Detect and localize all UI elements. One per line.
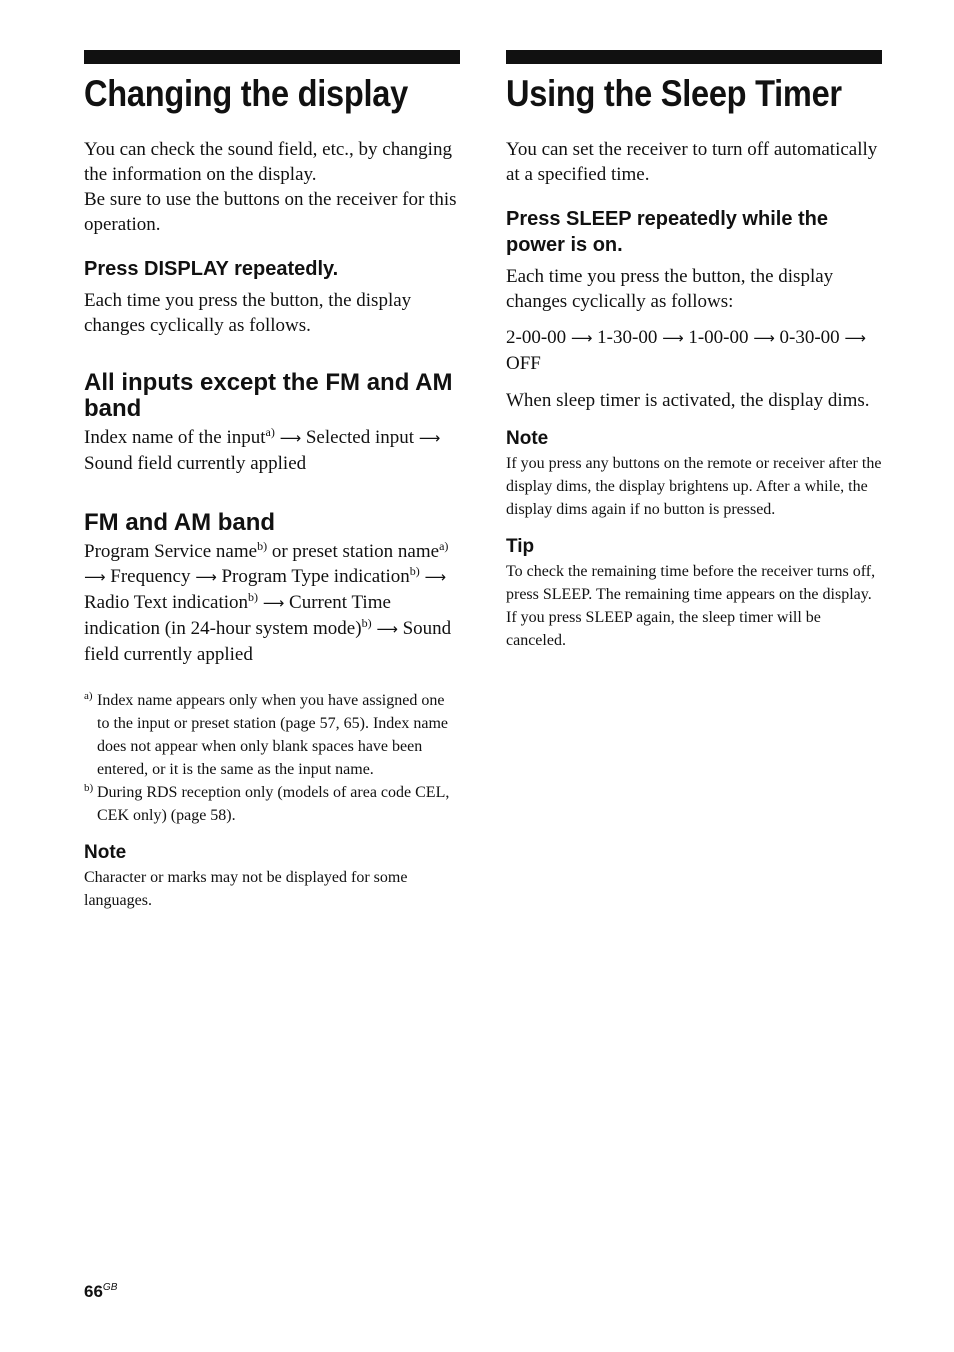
right-arrow-icon: ⟶ — [753, 329, 775, 347]
heading-rule — [84, 50, 460, 64]
page-title-sleep-timer: Using the Sleep Timer — [506, 73, 842, 114]
right-arrow-icon: ⟶ — [195, 568, 217, 586]
note-text: If you press any buttons on the remote or receiver after the display dims, the display brightens up. After a while, the display dims again if no button is pressed. — [506, 455, 882, 518]
footnote-b: b) During RDS reception only (models of area code CEL, CEK only) (page 58). — [84, 782, 450, 824]
intro-text: You can check the sound field, etc., by changing the information on the display. Be sure to use the buttons on the receiver for this operation. — [84, 139, 457, 235]
step-instruction: Press DISPLAY repeatedly. — [84, 258, 339, 280]
section-heading-fm-am: FM and AM band — [84, 509, 276, 536]
right-arrow-icon: ⟶ — [424, 568, 447, 586]
page-number: $66^{GB}$ — [84, 1282, 118, 1301]
left-column — [84, 50, 460, 912]
right-arrow-icon: ⟶ — [84, 568, 106, 586]
region-code: GB — [102, 1282, 118, 1293]
section-heading-all-inputs: All inputs except the FM and AM band — [84, 369, 453, 422]
right-arrow-icon: ⟶ — [844, 329, 866, 347]
right-arrow-icon: ⟶ — [376, 620, 398, 638]
step-description: Each time you press the button, the display changes cyclically as follows. — [84, 290, 412, 336]
right-arrow-icon: ⟶ — [262, 594, 285, 612]
cycle-sequence-all-inputs: Index name of the input$^{a)}$ ⟶ Selected input ⟶ Sound field currently applied — [84, 424, 441, 474]
note-text: Character or marks may not be displayed for some languages. — [84, 869, 408, 909]
step-description: Each time you press the button, the display changes cyclically as follows: — [506, 266, 834, 312]
intro-text: You can set the receiver to turn off automatically at a specified time. — [506, 139, 878, 185]
tip-label: Tip — [506, 536, 535, 557]
right-arrow-icon: ⟶ — [570, 329, 593, 347]
sleep-sequence: 2-00-00 ⟶ 1-30-00 ⟶ 1-00-00 ⟶ 0-30-00 ⟶ OFF — [506, 327, 866, 374]
tip-text: To check the remaining time before the receiver turns off, press SLEEP. The remaining time appears on the display. If you press SLEEP again, the sleep timer will be canceled. — [506, 563, 876, 649]
footnotes — [84, 689, 460, 827]
footnote-a: a) Index name appears only when you have assigned one to the input or preset station (page 57, 65). Index name does not appear when only blank spaces have been entered, or it is the same as the input name. — [84, 690, 449, 778]
step-instruction: Press SLEEP repeatedly while the power is on. — [506, 208, 828, 256]
after-text: When sleep timer is activated, the display dims. — [506, 390, 870, 411]
right-column — [506, 50, 882, 652]
right-arrow-icon: ⟶ — [662, 329, 684, 347]
note-label: Note — [84, 842, 127, 863]
page-title-changing-display: Changing the display — [84, 73, 408, 114]
heading-rule — [506, 50, 882, 64]
cycle-sequence-fm-am: Program Service name$^{b)}$ or preset station name$^{a)}$ ⟶ Frequency ⟶ Program Type indication$^{b)}$ ⟶ Radio Text indication$^{b)}$ ⟶ Current Time indication (in 24-hour system mode)$^{b)}$ ⟶ Sound field currently applied — [84, 538, 452, 665]
right-arrow-icon: ⟶ — [279, 429, 302, 447]
right-arrow-icon: ⟶ — [418, 429, 441, 447]
note-label: Note — [506, 428, 549, 449]
